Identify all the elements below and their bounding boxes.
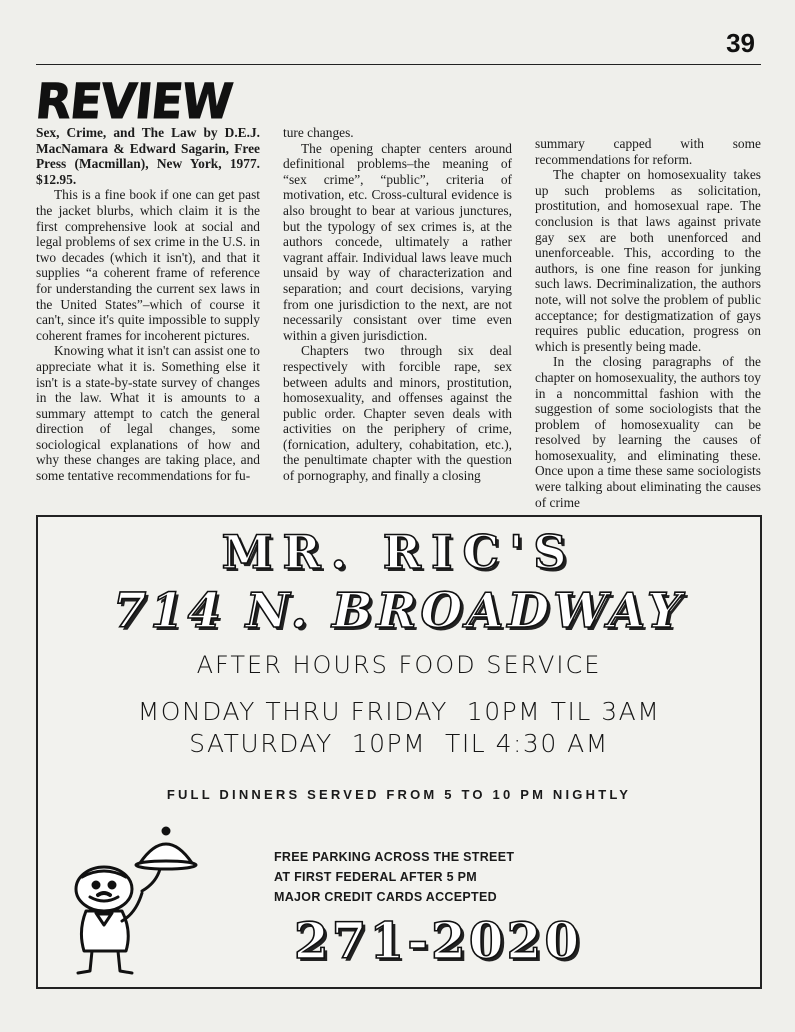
ad-info-block <box>274 847 514 907</box>
article-column-2 <box>283 125 512 484</box>
book-reference: Sex, Crime, and The Law by D.E.J. MacNamara & Edward Sagarin, Free Press (Macmillan), New York, 1977. $12.95. <box>36 125 260 187</box>
ad-service-line: AFTER HOURS FOOD SERVICE <box>196 651 602 679</box>
article-paragraph: The opening chapter centers around definitional problems–the meaning of “sex crime”, “public”, criteria of motivation, etc. Cross-cultural evidence is also brought to bear at various junctures, but the typology of sex crimes is, at the authors concede, ultimately a rather vagrant affair. Individual laws leave much unsaid by way of characterization and separation; and court decisions, varying from one jurisdiction to the next, are not necessarily consistant over time even within a given jurisdiction. <box>283 140 512 343</box>
ad-credit-cards-line: MAJOR CREDIT CARDS ACCEPTED <box>274 890 497 904</box>
article-paragraph: ture changes. <box>283 125 354 140</box>
ad-dinners-line: FULL DINNERS SERVED FROM 5 TO 10 PM NIGHTLY <box>166 787 632 802</box>
ad-parking-line: FREE PARKING ACROSS THE STREET <box>274 850 515 864</box>
article-paragraph: In the closing paragraphs of the chapter on homosexuality, the authors toy in a noncommittal fashion with the suggestion of some sociologists that the problem of homosexuality can be resolved by learning the causes of homosexuality, and eliminating these. Once upon a time these same sociologists were talking about eliminating the causes of crime <box>535 354 761 510</box>
article-paragraph: This is a fine book if one can get past the jacket blurbs, which claim it is the first comprehensive look at social and legal problems of sex crime in the U.S. in two decades (which it isn't), and that it supplies “a coherent frame of reference for understanding the current sex laws in the United States”–which of course it can't, since it's quite impossible to supply coherent frames for incoherent pictures. <box>36 187 260 343</box>
advertisement <box>36 515 762 989</box>
article-paragraph: The chapter on homosexuality takes up such problems as solicitation, prostitution, and homosexual rape. The conclusion is that laws against private gay sex are both unenforced and unenforceable. This, according to the authors, is one fine reason for junking such laws. Decriminalization, the authors note, will not solve the problem of public acceptance; for destigmatization of gays requires public education, progress on which is presently being made. <box>535 167 761 354</box>
article-column-1 <box>36 125 260 484</box>
ad-parking-location-line: AT FIRST FEDERAL AFTER 5 PM <box>274 870 478 884</box>
ad-address: 714 N. BROADWAY <box>112 583 686 639</box>
ad-hours-saturday: SATURDAY 10PM TIL 4:30 AM <box>189 729 609 758</box>
ad-business-name: MR. RIC'S <box>221 525 577 579</box>
article-paragraph: Chapters two through six deal respectively with forcible rape, sex between adults and minors, prostitution, homosexuality, and offenses against the public order. Chapter seven deals with activities on the periphery of crime, (fornication, adultery, cohabitation, etc.), the penultimate chapter with the question of pornography, and finally a closing <box>283 343 512 484</box>
article-paragraph: summary capped with some recommendations for reform. <box>535 136 761 167</box>
article-paragraph: Knowing what it isn't can assist one to appreciate what it is. Something else it isn't is a state-by-state survey of changes in the law. What it is amounts to a summary attempt to catch the general direction of legal changes, some sociological explanations of how and why these changes are taking place, and some tentative recommendations for fu- <box>36 343 260 484</box>
article-column-3 <box>535 125 761 510</box>
review-logo: REVIEW <box>33 72 235 130</box>
ad-hours-weekday: MONDAY THRU FRIDAY 10PM TIL 3AM <box>137 697 661 726</box>
page-number: 39 <box>726 28 755 58</box>
ad-phone-number: 271-2020 <box>293 911 583 970</box>
header-rule <box>36 64 761 65</box>
